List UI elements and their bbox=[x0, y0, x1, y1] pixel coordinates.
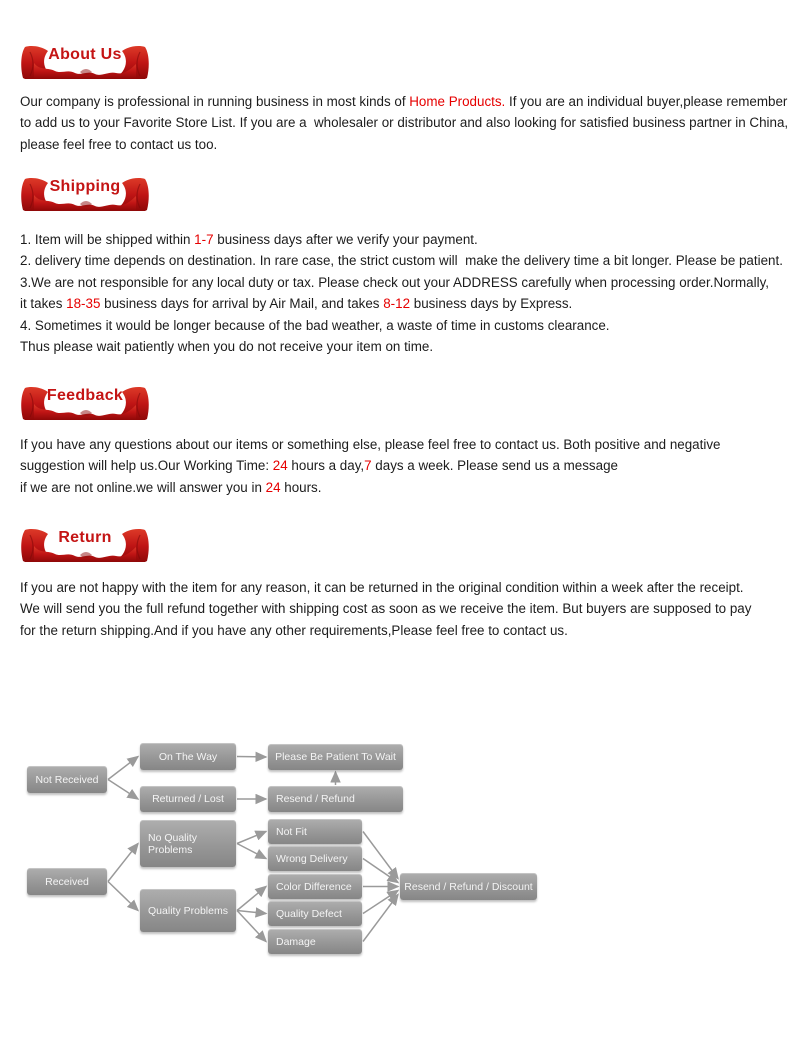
arrow-icon bbox=[363, 895, 398, 942]
flow-node-not-received bbox=[27, 766, 107, 793]
text-segment: 2. delivery time depends on destination. In rare case, the strict custom will make the delivery time a bit longer. Please be patient. bbox=[20, 253, 783, 269]
flow-node-wrong-delivery bbox=[268, 846, 362, 871]
flow-node-label: Color Difference bbox=[276, 880, 352, 893]
arrow-icon bbox=[363, 859, 398, 883]
paragraph-line bbox=[20, 477, 790, 498]
text-segment: hours a day, bbox=[287, 458, 365, 474]
flow-node-label: Quality Problems bbox=[148, 904, 228, 917]
text-segment: If you are not happy with the item for any reason, it can be returned in the original condition within a week after the receipt. bbox=[20, 580, 744, 595]
flow-node-label: Not Fit bbox=[276, 825, 307, 838]
flow-node-please-wait bbox=[268, 744, 403, 770]
flow-node-quality-problems bbox=[140, 889, 236, 932]
flow-node-label: Returned / Lost bbox=[152, 793, 224, 805]
text-segment: 4. Sometimes it would be longer because of the bad weather, a waste of time in customs clearance. bbox=[20, 317, 610, 333]
text-segment: If you are an individual buyer,please remember bbox=[505, 94, 788, 109]
arrow-icon bbox=[237, 844, 266, 859]
highlighted-text: 1-7 bbox=[194, 232, 214, 247]
paragraph-line bbox=[20, 293, 790, 314]
flow-node-resend-refund-discount bbox=[400, 873, 537, 900]
flow-node-label: Wrong Delivery bbox=[276, 852, 348, 865]
paragraph-line bbox=[20, 229, 790, 250]
text-segment: If you have any questions about our items or something else, please feel free to contact us. Both positive and negative bbox=[20, 437, 721, 452]
paragraph-line bbox=[20, 315, 790, 336]
flow-node-quality-defect bbox=[268, 901, 362, 926]
section-title: Shipping bbox=[49, 178, 121, 195]
arrow-icon bbox=[108, 844, 138, 882]
text-segment: Thus please wait patiently when you do not receive your item on time. bbox=[20, 338, 434, 354]
paragraph-line bbox=[20, 336, 790, 357]
arrow-icon bbox=[237, 911, 266, 942]
flow-node-label: Quality Defect bbox=[276, 907, 342, 920]
section-title: About Us bbox=[48, 46, 122, 63]
arrow-icon bbox=[237, 832, 266, 844]
flow-node-label: Resend / Refund / Discount bbox=[404, 880, 533, 893]
text-segment: suggestion will help us.Our Working Time: bbox=[20, 458, 273, 474]
text-segment: 3.We are not responsible for any local duty or tax. Please check out your ADDRESS carefully when processing order.Normally, bbox=[20, 274, 769, 290]
arrow-icon bbox=[363, 891, 398, 914]
highlighted-text: 18-35 bbox=[66, 296, 101, 312]
highlighted-text: 8-12 bbox=[383, 296, 411, 312]
text-segment: hours. bbox=[280, 479, 322, 495]
arrow-icon bbox=[108, 882, 138, 911]
flow-node-label: No Quality Problems bbox=[148, 831, 198, 856]
section-banner-return bbox=[20, 527, 150, 563]
paragraph-line bbox=[20, 272, 790, 293]
flow-node-label: On The Way bbox=[158, 750, 218, 763]
highlighted-text: 24 bbox=[272, 458, 288, 474]
text-segment: We will send you the full refund together with shipping cost as soon as we receive the item. But buyers are supposed to pay bbox=[20, 601, 752, 617]
highlighted-text: 7 bbox=[364, 458, 372, 474]
paragraph-line bbox=[20, 134, 790, 155]
flow-node-label: Please Be Patient To Wait bbox=[275, 751, 396, 763]
arrow-icon bbox=[108, 757, 138, 780]
arrow-icon bbox=[108, 780, 138, 800]
highlighted-text: Home Products. bbox=[409, 94, 506, 109]
text-segment: Our company is professional in running business in most kinds of bbox=[20, 94, 410, 109]
section-text-shipping bbox=[20, 229, 790, 357]
text-segment: days a week. Please send us a message bbox=[371, 458, 618, 474]
paragraph-line bbox=[20, 91, 790, 112]
arrow-icon bbox=[363, 832, 398, 879]
text-segment: for the return shipping.And if you have any other requirements,Please feel free to contact us. bbox=[20, 622, 568, 638]
flow-node-on-the-way bbox=[140, 743, 236, 770]
text-segment: to add us to your Favorite Store List. If you are a wholesaler or distributor and also looking for satisfied business partner in China, bbox=[20, 115, 789, 131]
paragraph-line bbox=[20, 620, 790, 641]
flow-node-damage bbox=[268, 929, 362, 954]
section-title: Return bbox=[58, 529, 112, 546]
flow-node-label: Resend / Refund bbox=[276, 793, 355, 805]
text-segment: it takes bbox=[20, 296, 67, 312]
flow-node-resend-refund bbox=[268, 786, 403, 812]
text-segment: business days by Express. bbox=[410, 296, 573, 312]
arrow-icon bbox=[237, 757, 266, 758]
arrow-icon bbox=[237, 887, 266, 911]
text-segment: business days for arrival by Air Mail, and takes bbox=[100, 296, 384, 312]
paragraph-line bbox=[20, 250, 790, 271]
flow-node-no-quality-problems bbox=[140, 820, 236, 867]
flow-node-received bbox=[27, 868, 107, 895]
text-segment: please feel free to contact us too. bbox=[20, 136, 218, 152]
flow-node-label: Received bbox=[45, 875, 89, 888]
text-segment: 1. Item will be shipped within bbox=[20, 232, 195, 247]
section-text-feedback bbox=[20, 434, 790, 498]
text-segment: if we are not online.we will answer you in bbox=[20, 479, 266, 495]
section-title: Feedback bbox=[46, 387, 124, 404]
section-banner-about-us bbox=[20, 44, 150, 80]
arrow-icon bbox=[237, 911, 266, 914]
flow-node-label: Not Received bbox=[35, 773, 99, 786]
paragraph-line bbox=[20, 455, 790, 476]
section-text-about-us bbox=[20, 91, 790, 155]
paragraph-line bbox=[20, 112, 790, 133]
section-text-return bbox=[20, 577, 790, 641]
section-banner-shipping bbox=[20, 176, 150, 212]
paragraph-line bbox=[20, 434, 790, 455]
paragraph-line bbox=[20, 577, 790, 598]
flow-node-label: Damage bbox=[276, 935, 316, 948]
flow-node-not-fit bbox=[268, 819, 362, 844]
flow-node-color-difference bbox=[268, 874, 362, 899]
text-segment: business days after we verify your payment. bbox=[213, 232, 478, 247]
section-banner-feedback bbox=[20, 385, 150, 421]
highlighted-text: 24 bbox=[265, 479, 281, 495]
flow-node-returned-lost bbox=[140, 786, 236, 812]
paragraph-line bbox=[20, 598, 790, 619]
